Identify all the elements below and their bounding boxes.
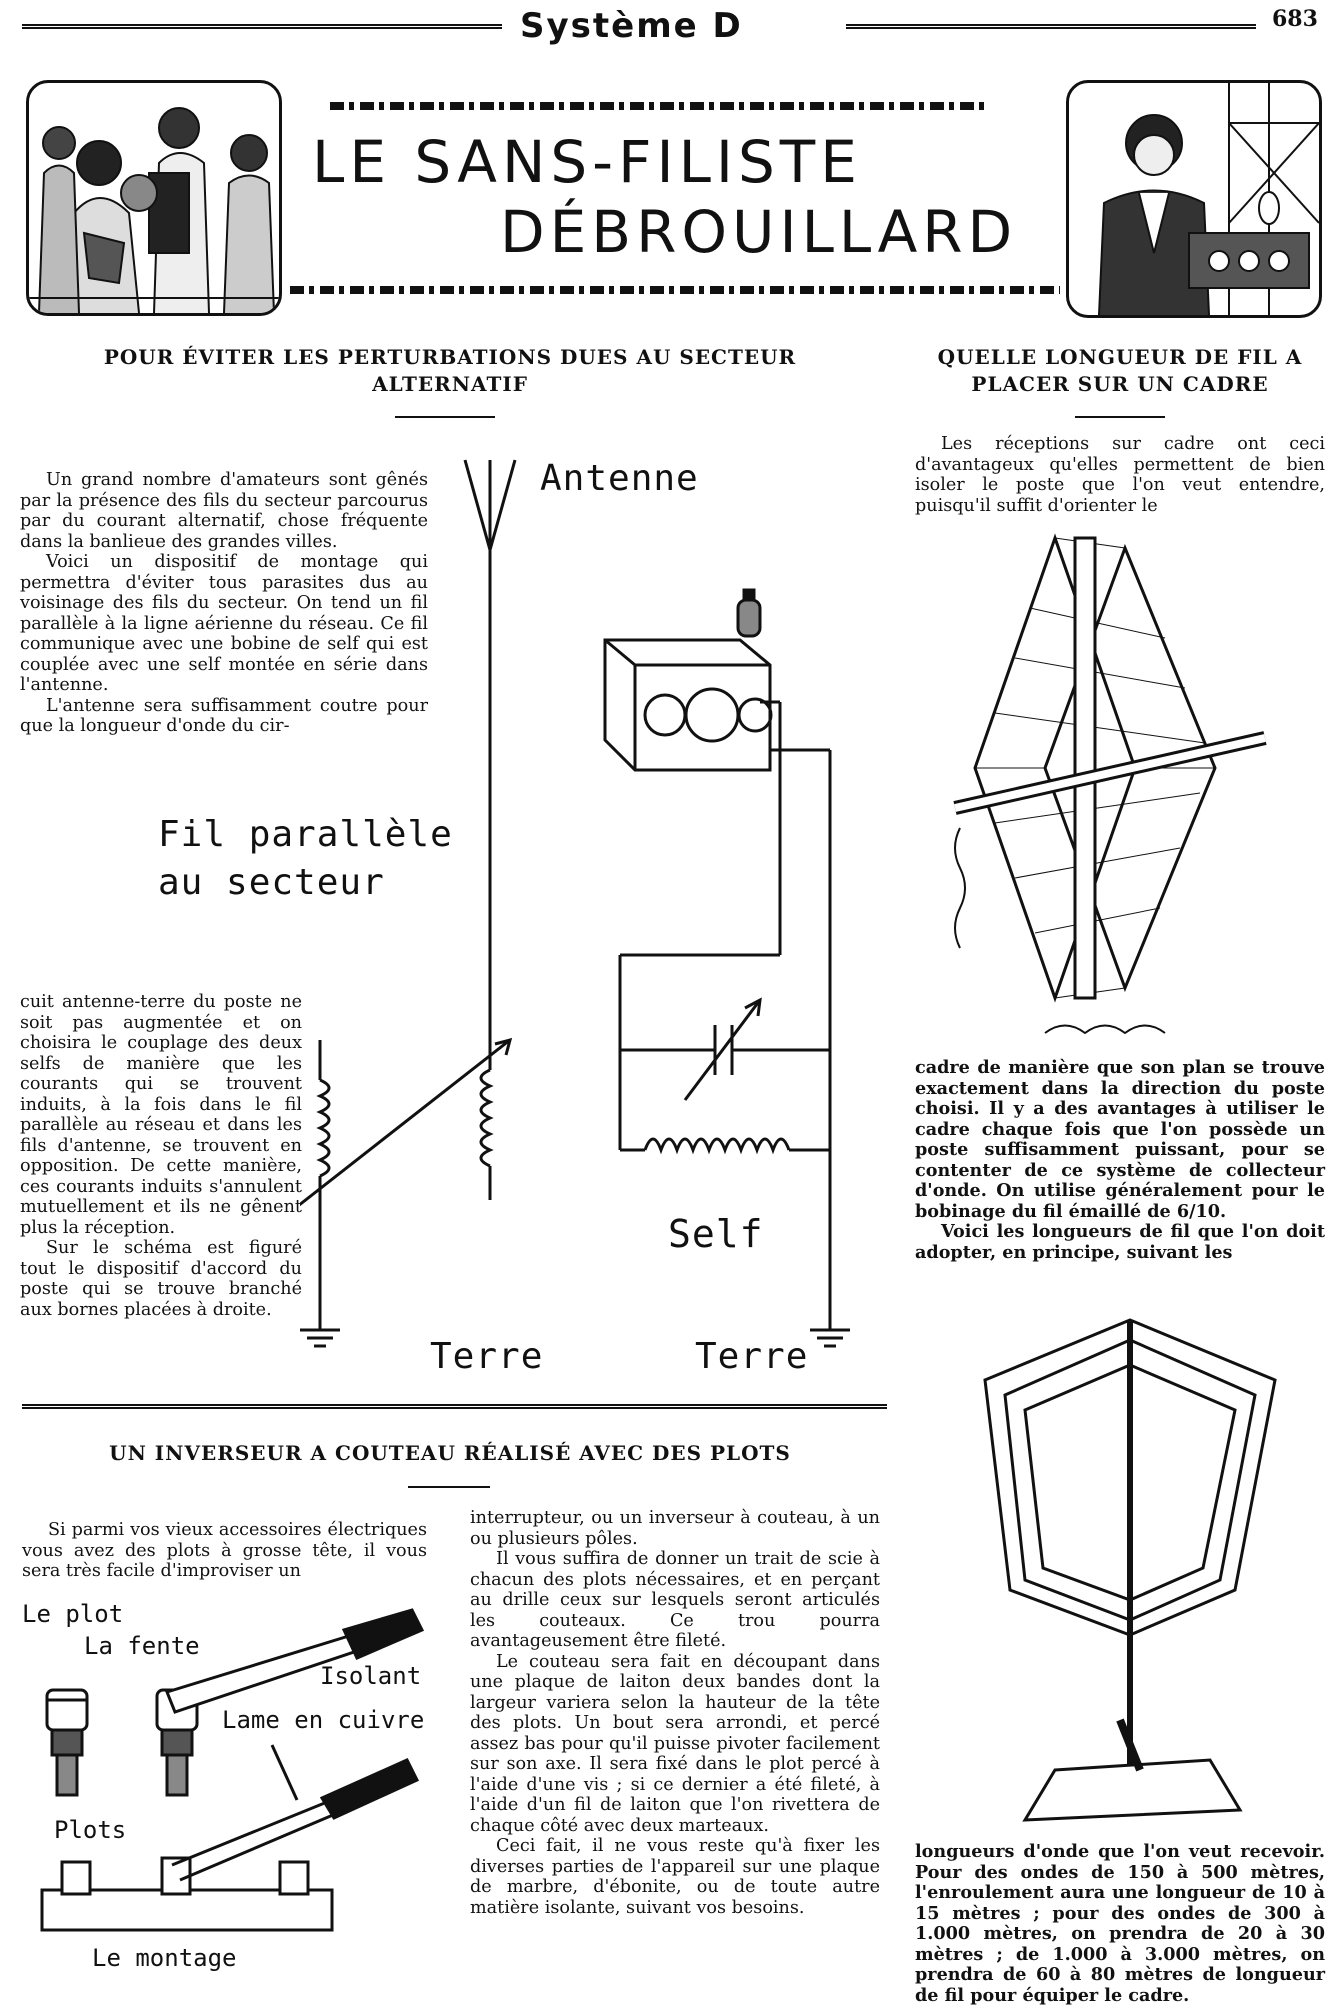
diagram-label-ground-right: Terre — [695, 1336, 809, 1377]
article3-heading-underline — [408, 1486, 490, 1488]
banner-ornament-top — [330, 102, 990, 110]
article2-para3: Voici les longueurs de fil que l'on doit adopter, en principe, suivant les — [915, 1221, 1325, 1263]
banner-title-line2: DÉBROUILLARD — [500, 198, 1018, 266]
banner-title-line1: LE SANS-FILISTE — [312, 128, 862, 196]
article1-column-bottom — [20, 992, 302, 1320]
article3-para2: interrupteur, ou un inverseur à couteau, à un ou plusieurs pôles. — [470, 1508, 880, 1549]
article3-para5: Ceci fait, il ne vous reste qu'à fixer les diverses parties de l'appareil sur une plaque de marbre, d'ébonite, ou de toute autre matière isolante, suivant vos besoins. — [470, 1836, 880, 1918]
article1-para5: Sur le schéma est figuré tout le dispositif d'accord du poste qui se trouve branché aux bornes placées à droite. — [20, 1238, 302, 1320]
banner-left-illustration — [26, 80, 282, 316]
article3-column-right — [470, 1508, 880, 1918]
diagram-label-wire-line2: au secteur — [158, 862, 385, 903]
article3-heading: UN INVERSEUR A COUTEAU RÉALISÉ AVEC DES PLOTS — [109, 1441, 791, 1465]
article3-column-left — [22, 1520, 427, 1582]
frame-antenna-illustration-1 — [935, 528, 1285, 1048]
circuit-diagram — [300, 440, 860, 1390]
header-rule-left — [22, 24, 502, 29]
banner-right-illustration — [1066, 80, 1322, 318]
header-rule-right — [846, 24, 1256, 29]
frame-antenna-illustration-2 — [955, 1300, 1295, 1830]
article2-para1: Les réceptions sur cadre ont ceci d'avantageux qu'elles permettent de bien isoler le poste que l'on veut entendre, puisqu'il suffit d'orienter le — [915, 434, 1325, 516]
diagram-label-ground-left: Terre — [430, 1336, 544, 1377]
article1-heading-underline — [395, 416, 495, 418]
article1-para1: Un grand nombre d'amateurs sont gênés par la présence des fils du secteur parcourus par du courant alternatif, chose fréquente dans la banlieue des grandes villes. — [20, 470, 428, 552]
article3-para3: Il vous suffira de donner un trait de scie à chacun des plots nécessaires, et en perçant au drille ceux sur lesquels seront articulés les couteaux. Ce trou pourra avantageusement être fileté. — [470, 1549, 880, 1651]
article1-para3: L'antenne sera suffisamment coutre pour que la longueur d'onde du cir- — [20, 695, 428, 736]
label-lame-en-cuivre: Lame en cuivre — [222, 1706, 425, 1734]
article1-para2: Voici un dispositif de montage qui permettra d'éviter tous parasites dus au voisinage des fils du secteur. On tend un fil parallèle à la ligne aérienne du réseau. Ce fil communique avec une bobine de self qui est couplée avec une self montée en série dans l'antenne. — [20, 552, 428, 695]
article3-para1: Si parmi vos vieux accessoires électriques vous avez des plots à grosse tête, il vous sera très facile d'improviser un — [22, 1520, 427, 1581]
label-le-plot: Le plot — [22, 1600, 124, 1628]
article2-column-bottom — [915, 1842, 1325, 2006]
label-le-montage: Le montage — [92, 1944, 237, 1972]
article2-column-top — [915, 434, 1325, 516]
label-la-fente: La fente — [84, 1632, 200, 1660]
article2-heading-line1: QUELLE LONGUEUR DE FIL A — [937, 345, 1303, 369]
banner-ornament-bottom — [290, 286, 1060, 294]
article2-column-middle — [915, 1058, 1325, 1263]
diagram-label-antenna: Antenne — [540, 458, 699, 499]
running-title: Système D — [520, 6, 743, 46]
label-plots: Plots — [54, 1816, 127, 1844]
diagram-label-wire-line1: Fil parallèle — [158, 814, 453, 855]
page-number: 683 — [1272, 6, 1318, 32]
article1-bottom-rule — [22, 1404, 887, 1409]
article2-para4: longueurs d'onde que l'on veut recevoir. Pour des ondes de 150 à 500 mètres, l'enroulement aura une longueur de 10 à 15 mètres ; pour des ondes de 300 à 1.000 mètres, on prendra de 20 à 30 mètres ; de 1.000 à 3.000 mètres, on prendra de 60 à 80 mètres de longueur de fil pour équiper le cadre. — [915, 1841, 1325, 2006]
article3-para4: Le couteau sera fait en découpant dans une plaque de laiton deux bandes dont la largeur variera selon la hauteur de la tête des plots. Un bout sera arrondi, et percé assez bas pour qu'il puisse pivoter facilement sur son axe. Il sera fixé dans le plot percé à l'aide d'une vis ; si ce dernier a été fileté, à l'aide d'un fil de laiton que l'on rivettera de chaque côté avec deux marteaux. — [470, 1651, 880, 1836]
article1-heading: POUR ÉVITER LES PERTURBATIONS DUES AU SECTEUR ALTERNATIF — [103, 345, 797, 396]
diagram-label-self: Self — [668, 1212, 764, 1256]
article2-para2: cadre de manière que son plan se trouve exactement dans la direction du poste choisi. Il y a des avantages à utiliser le cadre chaque fois que l'on possède un poste suffisamment puissant, pour se contenter de ce système de collecteur d'onde. On utilise généralement pour le bobinage du fil émaillé de 6/10. — [915, 1057, 1325, 1222]
label-isolant: Isolant — [320, 1662, 422, 1690]
article2-heading-underline — [1075, 416, 1165, 418]
article1-para4: cuit antenne-terre du poste ne soit pas augmentée et on choisira le couplage des deux selfs de manière que les courants qui se trouvent induits, à la fois dans le fil parallèle au réseau et dans les fils d'antenne, se trouvent en opposition. De cette manière, ces courants induits s'annulent mutuellement et ils ne gênent plus la réception. — [20, 992, 302, 1238]
article2-heading-line2: PLACER SUR UN CADRE — [971, 372, 1269, 396]
